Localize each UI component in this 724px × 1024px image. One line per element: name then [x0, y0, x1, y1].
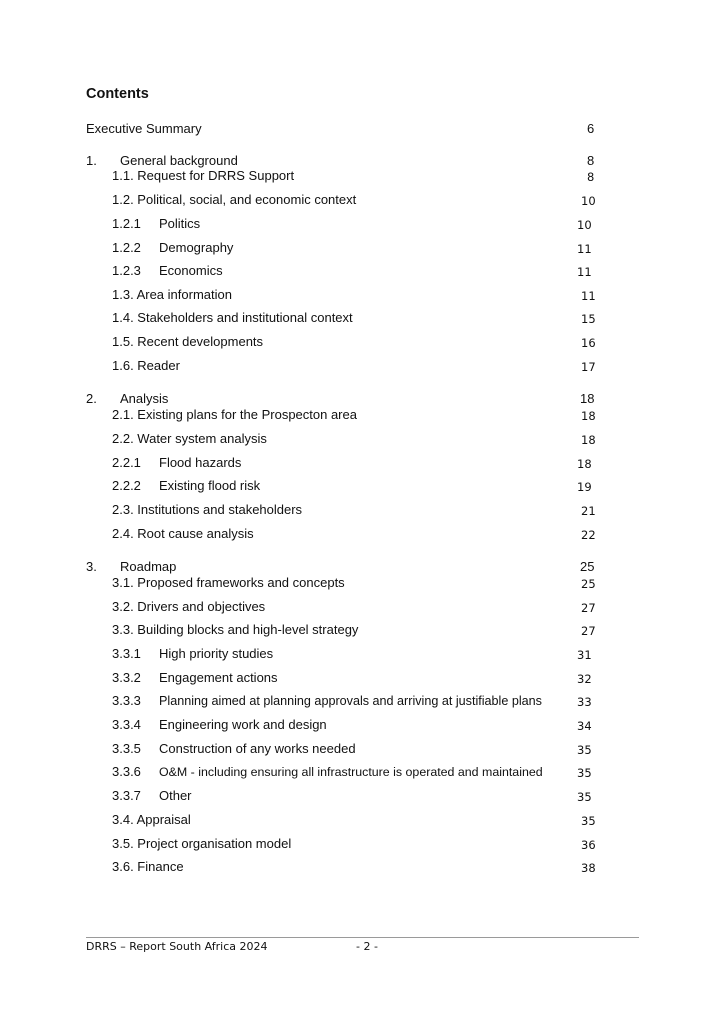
toc-page-number: 38	[581, 861, 596, 875]
contents-heading: Contents	[86, 86, 149, 102]
toc-chapter-analysis[interactable]: Analysis	[120, 391, 169, 406]
toc-executive-summary[interactable]: Executive Summary	[86, 121, 202, 136]
toc-subsection-number: 3.3.6	[112, 764, 141, 779]
toc-entry[interactable]: 3.4. Appraisal	[112, 812, 191, 827]
toc-subsection-number: 3.3.5	[112, 741, 141, 756]
toc-page-number: 18	[577, 457, 592, 471]
toc-entry[interactable]: 3.1. Proposed frameworks and concepts	[112, 575, 345, 590]
toc-page-number: 35	[577, 743, 592, 757]
toc-subsection-number: 2.2.1	[112, 455, 141, 470]
toc-subsection-number: 2.2.2	[112, 478, 141, 493]
toc-page-number: 8	[587, 170, 595, 184]
toc-page-number: 35	[577, 766, 592, 780]
toc-entry[interactable]: 2.1. Existing plans for the Prospecton area	[112, 407, 357, 422]
toc-entry[interactable]: 1.4. Stakeholders and institutional context	[112, 310, 353, 325]
toc-page-number: 27	[581, 624, 596, 638]
toc-page-number: 36	[581, 838, 596, 852]
toc-page-number: 11	[577, 265, 592, 279]
toc-entry[interactable]: 3.3. Building blocks and high-level strategy	[112, 622, 359, 637]
toc-subsection-number: 3.3.2	[112, 670, 141, 685]
toc-entry[interactable]: 1.1. Request for DRRS Support	[112, 168, 295, 183]
toc-page-number: 8	[587, 153, 595, 168]
toc-page-number: 11	[577, 242, 592, 256]
toc-page-number: 10	[577, 218, 592, 232]
toc-entry[interactable]: 1.3. Area information	[112, 287, 232, 302]
toc-page-number: 21	[581, 504, 596, 518]
toc-page-number: 25	[581, 577, 596, 591]
toc-page-number: 17	[581, 360, 596, 374]
toc-entry[interactable]: 2.3. Institutions and stakeholders	[112, 502, 303, 517]
toc-page-number: 32	[577, 672, 592, 686]
footer-report-title: DRRS – Report South Africa 2024	[86, 940, 268, 953]
toc-chapter-number: 3.	[86, 559, 97, 574]
toc-page-number: 19	[577, 480, 592, 494]
toc-page-number: 10	[581, 194, 596, 208]
toc-entry[interactable]: 3.2. Drivers and objectives	[112, 599, 266, 614]
toc-entry[interactable]: Politics	[159, 216, 201, 231]
toc-subsection-number: 3.3.7	[112, 788, 141, 803]
toc-page-number: 18	[581, 409, 596, 423]
toc-entry[interactable]: 2.4. Root cause analysis	[112, 526, 254, 541]
toc-page-number: 25	[580, 559, 595, 574]
toc-page-number: 31	[577, 648, 592, 662]
toc-page-number: 18	[580, 391, 595, 406]
toc-subsection-number: 1.2.2	[112, 240, 141, 255]
toc-page-number: 35	[581, 814, 596, 828]
toc-subsection-number: 1.2.3	[112, 263, 141, 278]
toc-chapter-roadmap[interactable]: Roadmap	[120, 559, 177, 574]
toc-entry[interactable]: Construction of any works needed	[159, 741, 356, 756]
toc-subsection-number: 3.3.3	[112, 693, 141, 708]
toc-page-number: 18	[581, 433, 596, 447]
toc-subsection-number: 3.3.1	[112, 646, 141, 661]
toc-entry[interactable]: 1.6. Reader	[112, 358, 180, 373]
toc-entry[interactable]: 1.2. Political, social, and economic context	[112, 192, 357, 207]
toc-entry[interactable]: Planning aimed at planning approvals and arriving at justifiable plans	[159, 694, 542, 708]
toc-page-number: 22	[581, 528, 596, 542]
toc-page-number: 6	[587, 121, 595, 136]
toc-chapter-general-background[interactable]: General background	[120, 153, 238, 168]
toc-page-number: 34	[577, 719, 592, 733]
toc-entry[interactable]: O&M - including ensuring all infrastructure is operated and maintained	[159, 765, 543, 779]
toc-entry[interactable]: 2.2. Water system analysis	[112, 431, 267, 446]
toc-page-number: 35	[577, 790, 592, 804]
footer-page-number: - 2 -	[356, 940, 378, 953]
toc-entry[interactable]: 3.6. Finance	[112, 859, 184, 874]
toc-page-number: 16	[581, 336, 596, 350]
toc-page-number: 15	[581, 312, 596, 326]
toc-chapter-number: 1.	[86, 153, 97, 168]
toc-page-number: 27	[581, 601, 596, 615]
toc-chapter-number: 2.	[86, 391, 97, 406]
footer-divider	[86, 937, 639, 938]
toc-entry[interactable]: Economics	[159, 263, 223, 278]
toc-entry[interactable]: 3.5. Project organisation model	[112, 836, 292, 851]
toc-page-number: 11	[581, 289, 596, 303]
toc-subsection-number: 3.3.4	[112, 717, 141, 732]
toc-entry[interactable]: Existing flood risk	[159, 478, 261, 493]
toc-entry[interactable]: 1.5. Recent developments	[112, 334, 264, 349]
toc-entry[interactable]: Engagement actions	[159, 670, 278, 685]
toc-subsection-number: 1.2.1	[112, 216, 141, 231]
toc-entry[interactable]: Demography	[159, 240, 234, 255]
toc-entry[interactable]: Other	[159, 788, 192, 803]
toc-entry[interactable]: High priority studies	[159, 646, 274, 661]
toc-page-number: 33	[577, 695, 592, 709]
toc-entry[interactable]: Engineering work and design	[159, 717, 327, 732]
toc-entry[interactable]: Flood hazards	[159, 455, 242, 470]
